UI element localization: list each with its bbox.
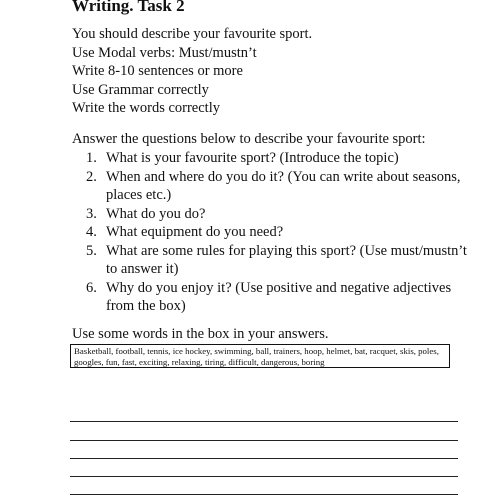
question-item — [72, 168, 472, 205]
word-box: Basketball, football, tennis, ice hockey, swimming, ball, trainers, hoop, helmet, bat, racquet, skis, poles, googles, fun, fast, exciting, relaxing, tiring, difficult, dangerous, boring — [70, 344, 450, 368]
question-number: 6. — [86, 279, 97, 296]
word-box-prompt: Use some words in the box in your answers. — [72, 326, 329, 342]
question-text: What do you do? — [106, 205, 206, 222]
answer-line — [70, 494, 458, 495]
question-item — [72, 205, 472, 224]
answer-line — [70, 421, 458, 422]
question-text: What are some rules for playing this sport? (Use must/mustn’t to answer it) — [106, 242, 467, 277]
question-item — [72, 279, 472, 316]
question-number: 4. — [86, 224, 97, 240]
question-number: 2. — [86, 168, 97, 185]
answer-line — [70, 458, 458, 459]
answer-line — [70, 476, 458, 477]
question-number: 5. — [86, 242, 97, 259]
instruction-line: Use Grammar correctly — [72, 81, 209, 98]
question-text: What equipment do you need? — [106, 224, 284, 240]
question-item — [72, 149, 472, 168]
question-number: 1. — [86, 150, 97, 166]
answer-line — [70, 440, 458, 441]
instruction-line: Use Modal verbs: Must/mustn’t — [72, 44, 257, 61]
instructions-list — [72, 25, 312, 118]
questions-intro: Answer the questions below to describe your favourite sport: — [72, 131, 426, 147]
question-text: Why do you enjoy it? (Use positive and negative adjectives from the box) — [106, 279, 452, 314]
question-item — [72, 242, 472, 279]
questions-list — [72, 149, 472, 316]
question-text: What is your favourite sport? (Introduce the topic) — [106, 150, 399, 166]
instruction-line: You should describe your favourite sport. — [72, 26, 313, 42]
question-number: 3. — [86, 205, 97, 222]
task-title: Writing. Task 2 — [72, 0, 185, 15]
question-item — [72, 223, 472, 242]
question-text: When and where do you do it? (You can write about seasons, places etc.) — [106, 168, 461, 203]
instruction-line: Write the words correctly — [72, 100, 220, 116]
instruction-line: Write 8-10 sentences or more — [72, 63, 243, 79]
